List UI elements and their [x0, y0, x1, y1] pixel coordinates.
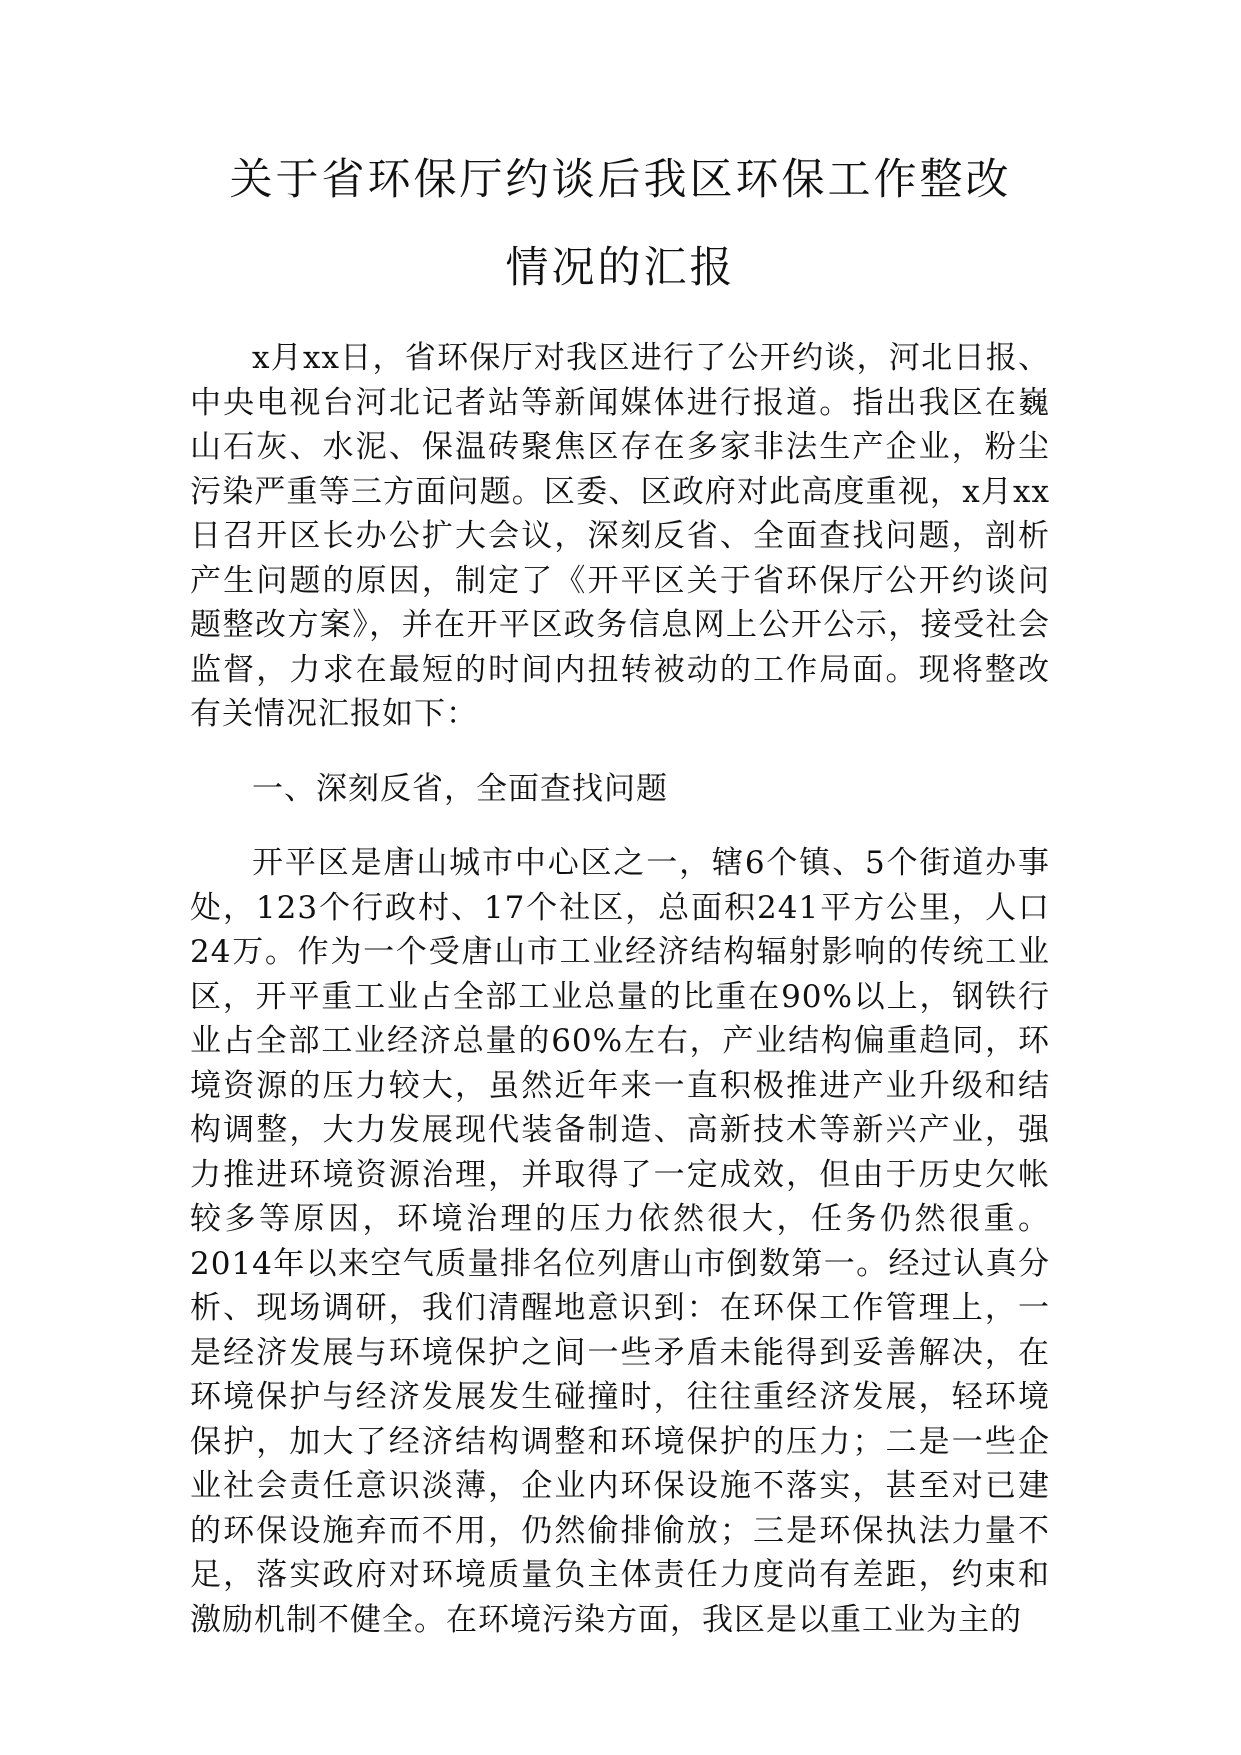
section-heading-1: 一、深刻反省，全面查找问题: [252, 770, 668, 807]
document-title-line1: 关于省环保厅约谈后我区环保工作整改: [229, 155, 1012, 205]
paragraph-district-overview: 开平区是唐山城市中心区之一，辖6个镇、5个街道办事处，123个行政村、17个社区，总面积241平方公里，人口24万。作为一个受唐山市工业经济结构辐射影响的传统工业区，开平重工业占全部工业总量的比重在90%以上，钢铁行业占全部工业经济总量的60%左右，产业结构偏重趋同，环境资源的压力较大，虽然近年来一直积极推进产业升级和结构调整，大力发展现代装备制造、高新技术等新兴产业，强力推进环境资源治理，并取得了一定成效，但由于历史欠帐较多等原因，环境治理的压力依然很大，任务仍然很重。2014年以来空气质量排名位列唐山市倒数第一。经过认真分析、现场调研，我们清醒地意识到：在环保工作管理上，一是经济发展与环境保护之间一些矛盾未能得到妥善解决，在环境保护与经济发展发生碰撞时，往往重经济发展，轻环境保护，加大了经济结构调整和环境保护的压力；二是一些企业社会责任意识淡薄，企业内环保设施不落实，甚至对已建的环保设施弃而不用，仍然偷排偷放；三是环保执法力量不足，落实政府对环境质量负主体责任力度尚有差距，约束和激励机制不健全。在环境污染方面，我区是以重工业为主的: [190, 845, 1050, 1638]
document-body: [190, 336, 1050, 1642]
paragraph-intro: x月xx日，省环保厅对我区进行了公开约谈，河北日报、中央电视台河北记者站等新闻媒体进行报道。指出我区在巍山石灰、水泥、保温砖聚焦区存在多家非法生产企业，粉尘污染严重等三方面问题。区委、区政府对此高度重视，x月xx日召开区长办公扩大会议，深刻反省、全面查找问题，剖析产生问题的原因，制定了《开平区关于省环保厅公开约谈问题整改方案》，并在开平区政务信息网上公开公示，接受社会监督，力求在最短的时间内扭转被动的工作局面。现将整改有关情况汇报如下：: [190, 340, 1050, 732]
document-title-line2: 情况的汇报: [505, 243, 736, 293]
